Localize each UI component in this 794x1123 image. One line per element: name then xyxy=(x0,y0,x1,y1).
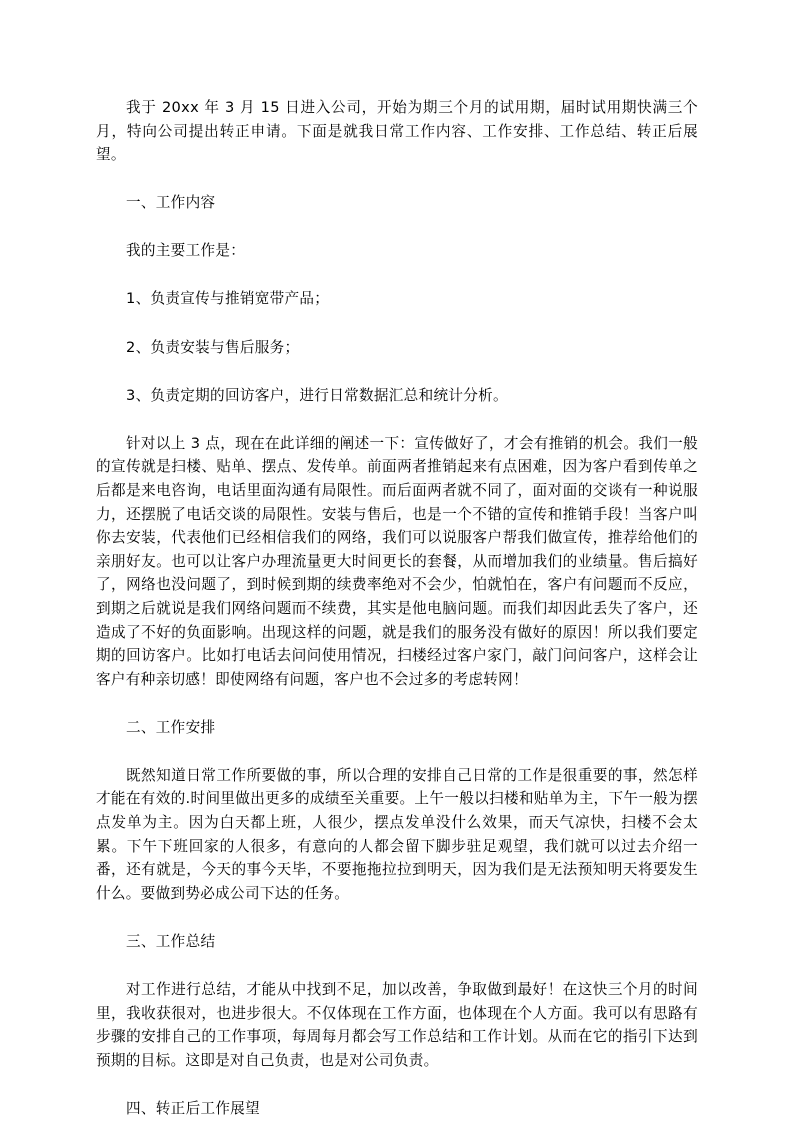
list-item: 1、负责宣传与推销宽带产品； xyxy=(126,290,330,308)
section-heading-work-arrangement: 二、工作安排 xyxy=(126,718,216,736)
list-item: 2、负责安装与售后服务； xyxy=(126,338,300,356)
work-content-body: 针对以上 3 点，现在在此详细的阐述一下：宣传做好了，才会有推销的机会。我们一般的宣传就是扫楼、贴单、摆点、发传单。前面两者推销起来有点困难，因为客户看到传单之后都是来电咨询，电话里面沟通有局限性。而后面两者就不同了，面对面的交谈有一种说服力，还摆脱了电话交谈的局限性。安装与售后，也是一个不错的宣传和推销手段！当客户叫你去安装，代表他们已经相信我们的网络，我们可以说服客户帮我们做宣传，推荐给他们的亲朋好友。也可以让客户办理流量更大时间更长的套餐，从而增加我们的业绩量。售后搞好了，网络也没问题了，到时候到期的续费率绝对不会少，怕就怕在，客户有问题而不反应，到期之后就说是我们网络问题而不续费，其实是他电脑问题。而我们却因此丢失了客户，还造成了不好的负面影响。出现这样的问题，就是我们的服务没有做好的原因！所以我们要定期的回访客户。比如打电话去问问使用情况，扫楼经过客户家门，敲门问问客户，这样会让客户有种亲切感！即使网络有问题，客户也不会过多的考虑转网！ xyxy=(96,434,698,688)
document-page xyxy=(96,96,698,1121)
list-item: 3、负责定期的回访客户，进行日常数据汇总和统计分析。 xyxy=(126,386,508,404)
section-heading-work-content: 一、工作内容 xyxy=(126,194,216,212)
work-content-lead: 我的主要工作是： xyxy=(126,242,246,260)
section-heading-work-summary: 三、工作总结 xyxy=(126,932,216,950)
intro-paragraph: 我于 20xx 年 3 月 15 日进入公司，开始为期三个月的试用期，届时试用期快满三个月，特向公司提出转正申请。下面是就我日常工作内容、工作安排、工作总结、转正后展望。 xyxy=(96,99,698,164)
section-heading-outlook: 四、转正后工作展望 xyxy=(126,1099,261,1117)
work-summary-body: 对工作进行总结，才能从中找到不足，加以改善，争取做到最好！在这快三个月的时间里，我收获很对，也进步很大。不仅体现在工作方面，也体现在个人方面。我可以有思路有步骤的安排自己的工作事项，每周每月都会写工作总结和工作计划。从而在它的指引下达到预期的目标。这即是对自己负责，也是对公司负责。 xyxy=(96,981,698,1069)
work-arrangement-body: 既然知道日常工作所要做的事，所以合理的安排自己日常的工作是很重要的事，然怎样才能在有效的.时间里做出更多的成绩至关重要。上午一般以扫楼和贴单为主，下午一般为摆点发单为主。因为白天都上班，人很少，摆点发单没什么效果，而天气凉快，扫楼不会太累。下午下班回家的人很多，有意向的人都会留下脚步驻足观望，我们就可以过去介绍一番，还有就是，今天的事今天毕，不要拖拖拉拉到明天，因为我们是无法预知明天将要发生什么。要做到势必成公司下达的任务。 xyxy=(96,766,698,902)
